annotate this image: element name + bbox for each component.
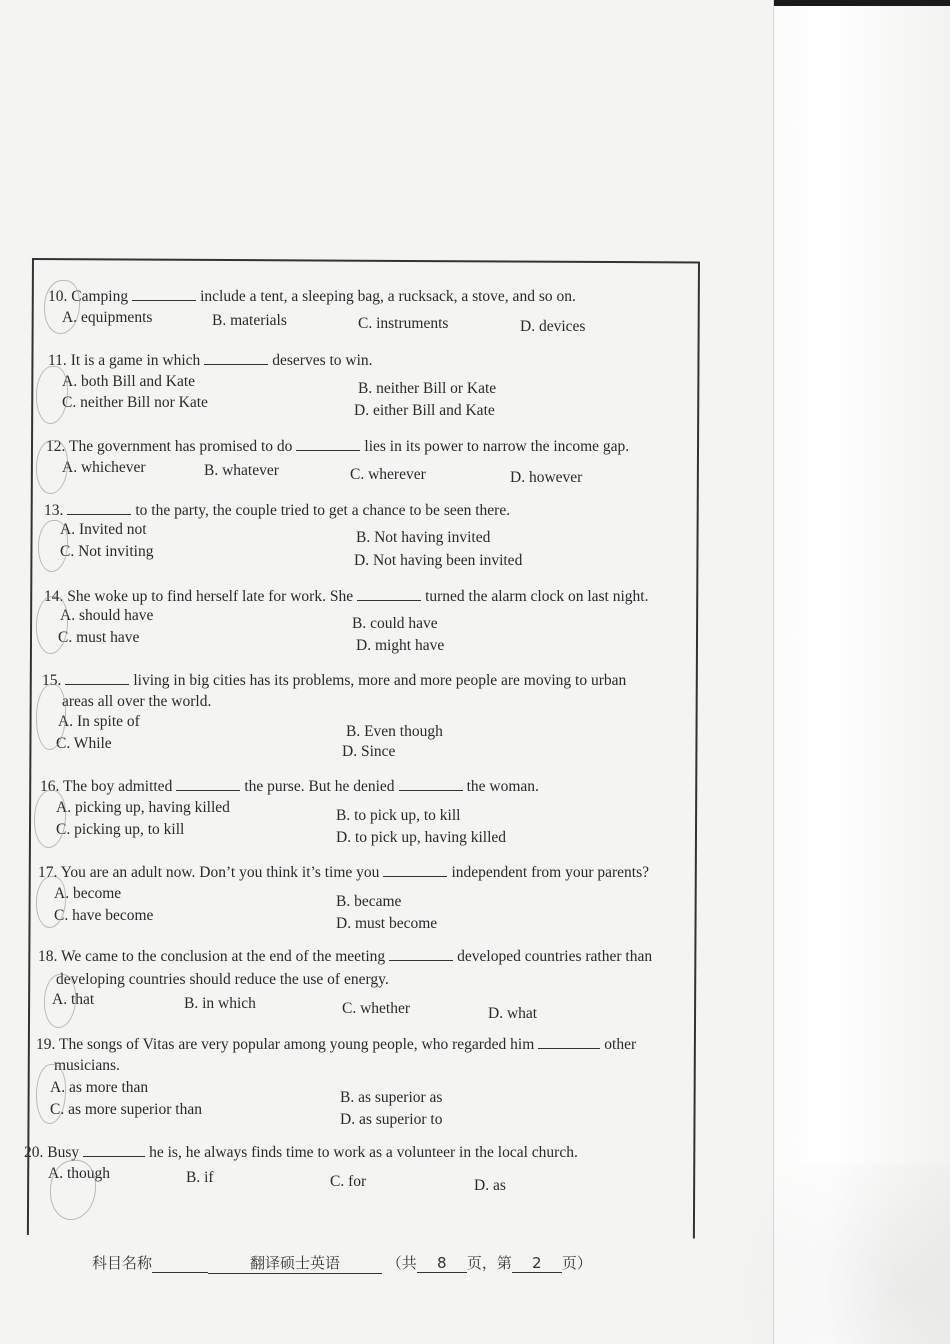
scan-noise [690, 1164, 950, 1344]
question-stem: other [604, 1036, 637, 1053]
subject-label: 科目名称 [92, 1254, 153, 1272]
question-stem: independent from your parents? [451, 864, 649, 881]
question-stem: living in big cities has its problems, more and more people are moving to urban [133, 672, 627, 689]
option-d: D. to pick up, having killed [336, 829, 507, 846]
question-stem: the woman. [466, 778, 539, 795]
question-stem: The government has promised to do [68, 438, 293, 455]
question-stem: deserves to win. [272, 352, 373, 369]
option-c: C. Not inviting [60, 543, 154, 560]
option-c: C. have become [54, 907, 154, 924]
question-stem: developed countries rather than [457, 948, 653, 965]
question-number: 14. [44, 588, 64, 605]
option-b: B. Even though [346, 723, 443, 740]
question-number: 11. [48, 352, 67, 369]
option-d: D. either Bill and Kate [354, 402, 495, 419]
option-c: C. neither Bill nor Kate [62, 394, 208, 411]
question-stem: turned the alarm clock on last night. [425, 588, 649, 605]
question-stem: You are an adult now. Don’t you think it’s time you [60, 864, 380, 881]
option-a: A. become [54, 885, 122, 902]
total-prefix: （共 [386, 1254, 417, 1272]
option-c: C. whether [342, 1000, 411, 1017]
question-number: 20. [24, 1144, 44, 1161]
page-mid: 页，第 [466, 1254, 512, 1272]
next-page-edge [773, 0, 950, 1344]
option-a: A. both Bill and Kate [62, 373, 196, 390]
answer-blank [65, 670, 129, 685]
option-a: A. whichever [62, 459, 146, 476]
answer-blank [383, 862, 447, 877]
answer-blank [132, 286, 196, 301]
option-b: B. became [336, 893, 402, 910]
option-a: A. though [48, 1165, 110, 1182]
question-number: 15. [42, 672, 62, 689]
answer-blank [399, 776, 463, 791]
option-d: D. devices [520, 318, 586, 335]
option-d: D. however [510, 469, 583, 486]
question-stem: the purse. But he denied [244, 778, 395, 795]
answer-blank [538, 1034, 600, 1049]
option-b: B. whatever [204, 462, 279, 479]
question-stem: Busy [47, 1144, 80, 1161]
question-stem-continued: musicians. [54, 1057, 120, 1074]
question-stem: We came to the conclusion at the end of the meeting [60, 948, 386, 965]
question-number: 13. [44, 502, 64, 519]
option-a: A. picking up, having killed [56, 799, 230, 816]
question-number: 18. [38, 948, 58, 965]
answer-blank [67, 500, 131, 515]
question-number: 12. [46, 438, 66, 455]
scan-edge-shadow [774, 0, 950, 6]
answer-blank [204, 350, 268, 365]
option-b: B. as superior as [340, 1089, 443, 1106]
option-d: D. Since [342, 743, 396, 760]
option-b: B. materials [212, 312, 287, 329]
option-b: B. neither Bill or Kate [358, 380, 497, 397]
question-stem-continued: areas all over the world. [62, 693, 212, 710]
option-c: C. as more superior than [50, 1101, 202, 1118]
question-number: 19. [36, 1036, 56, 1053]
question-stem: Camping [71, 288, 129, 305]
option-a: A. equipments [62, 309, 153, 326]
option-d: D. what [488, 1005, 538, 1022]
answer-blank [357, 586, 421, 601]
answer-blank [83, 1142, 145, 1157]
question-stem: She woke up to find herself late for work. She [67, 588, 354, 605]
option-d: D. as [474, 1177, 506, 1194]
option-d: D. as superior to [340, 1111, 443, 1128]
question-stem: to the party, the couple tried to get a chance to be seen there. [135, 502, 511, 519]
question-stem: It is a game in which [70, 352, 201, 369]
question-number: 16. [40, 778, 60, 795]
question-stem: The boy admitted [62, 778, 173, 795]
page-footer [92, 1252, 592, 1274]
option-a: A. Invited not [60, 521, 147, 538]
option-c: C. picking up, to kill [56, 821, 185, 838]
option-c: C. wherever [350, 466, 426, 483]
total-pages: 8 [417, 1254, 467, 1273]
question-stem: he is, he always finds time to work as a volunteer in the local church. [149, 1144, 578, 1161]
subject-blank [152, 1254, 208, 1273]
option-a: A. In spite of [58, 713, 140, 730]
option-d: D. might have [356, 637, 445, 654]
answer-blank [296, 436, 360, 451]
current-page: 2 [512, 1254, 562, 1273]
option-b: B. in which [184, 995, 256, 1012]
option-c: C. instruments [358, 315, 449, 332]
option-c: C. While [56, 735, 112, 752]
option-d: D. must become [336, 915, 438, 932]
answer-blank [389, 946, 453, 961]
page-suffix: 页） [561, 1254, 592, 1272]
option-a: A. as more than [50, 1079, 149, 1096]
option-b: B. Not having invited [356, 529, 491, 546]
option-b: B. to pick up, to kill [336, 807, 461, 824]
question-number: 10. [48, 288, 68, 305]
question-stem: include a tent, a sleeping bag, a rucksack, a stove, and so on. [200, 288, 576, 305]
option-a: A. should have [60, 607, 154, 624]
option-a: A. that [52, 991, 95, 1008]
option-c: C. for [330, 1173, 367, 1190]
subject-value: 翻译硕士英语 [208, 1252, 382, 1274]
question-stem: lies in its power to narrow the income gap. [364, 438, 630, 455]
option-b: B. could have [352, 615, 438, 632]
option-b: B. if [186, 1169, 214, 1186]
question-number: 17. [38, 864, 58, 881]
answer-blank [176, 776, 240, 791]
question-stem: The songs of Vitas are very popular among young people, who regarded him [58, 1036, 535, 1053]
option-d: D. Not having been invited [354, 552, 523, 569]
option-c: C. must have [58, 629, 140, 646]
question-stem-continued: developing countries should reduce the use of energy. [56, 971, 389, 988]
